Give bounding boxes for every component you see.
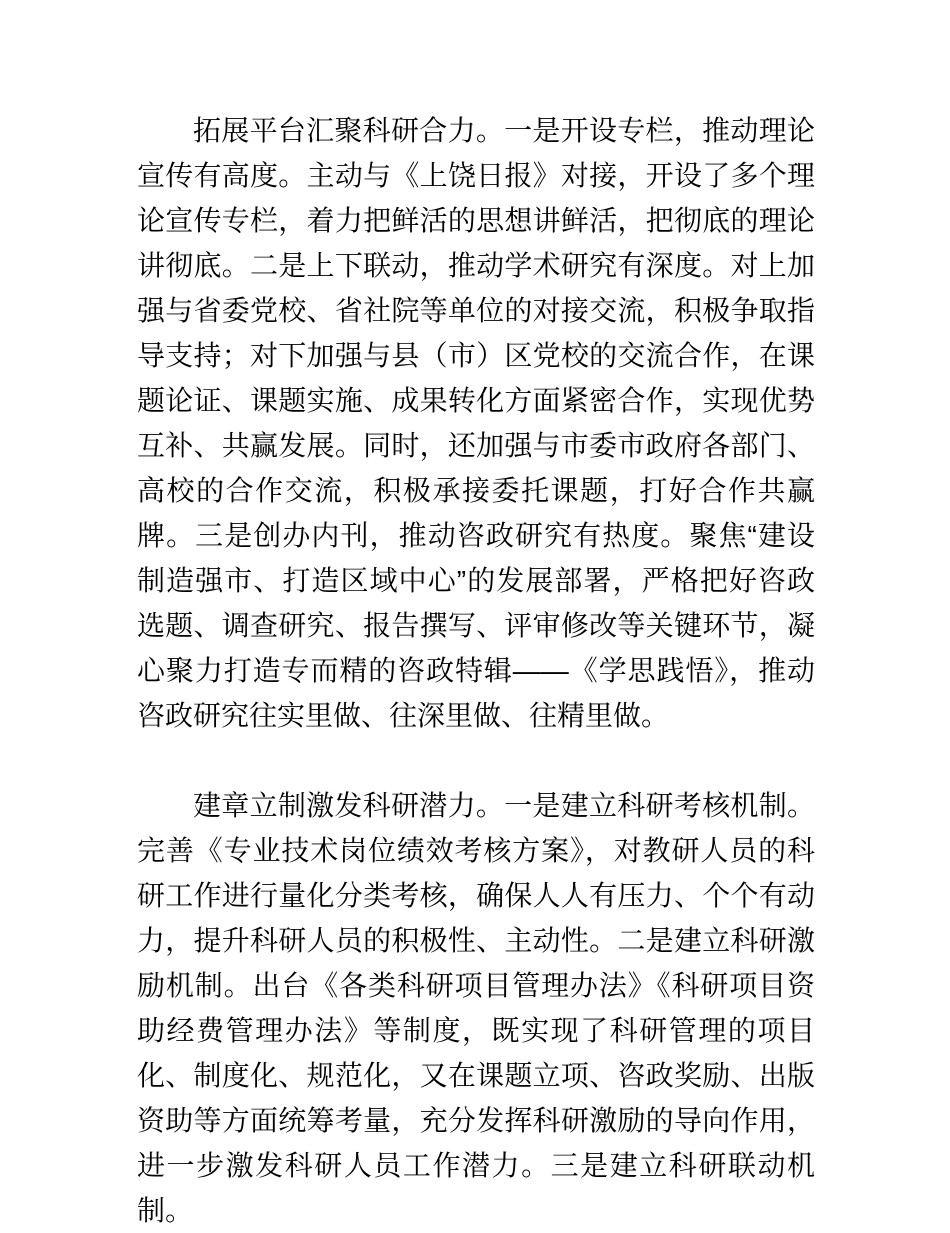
paragraph-1: 拓展平台汇聚科研合力。一是开设专栏，推动理论宣传有高度。主动与《上饶日报》对接，开设了多个理论宣传专栏，着力把鲜活的思想讲鲜活，把彻底的理论讲彻底。二是上下联动，推动学术研究有深度。对上加强与省委党校、省社院等单位的对接交流，积极争取指导支持；对下加强与县（市）区党校的交流合作，在课题论证、课题实施、成果转化方面紧密合作，实现优势互补、共赢发展。同时，还加强与市委市政府各部门、高校的合作交流，积极承接委托课题，打好合作共赢牌。三是创办内刊，推动咨政研究有热度。聚焦“建设制造强市、打造区域中心”的发展部署，严格把好咨政选题、调查研究、报告撰写、评审修改等关键环节，凝心聚力打造专而精的咨政特辑——《学思践悟》，推动咨政研究往实里做、往深里做、往精里做。 bbox=[137, 115, 815, 731]
document-body bbox=[137, 108, 815, 1233]
paragraph-2: 建章立制激发科研潜力。一是建立科研考核机制。完善《专业技术岗位绩效考核方案》，对教研人员的科研工作进行量化分类考核，确保人人有压力、个个有动力，提升科研人员的积极性、主动性。二是建立科研激励机制。出台《各类科研项目管理办法》《科研项目资助经费管理办法》等制度，既实现了科研管理的项目化、制度化、规范化，又在课题立项、咨政奖励、出版资助等方面统筹考量，充分发挥科研激励的导向作用，进一步激发科研人员工作潜力。三是建立科研联动机制。 bbox=[137, 790, 815, 1226]
